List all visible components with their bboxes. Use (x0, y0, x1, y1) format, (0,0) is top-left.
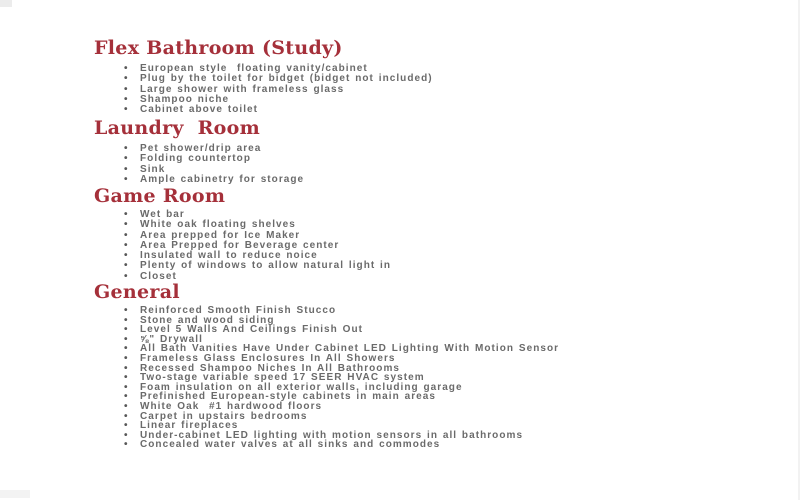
bullet-list (94, 306, 784, 450)
bullet-icon: • (124, 333, 128, 345)
list-item-text: White oak floating shelves (140, 219, 296, 231)
section-general (94, 281, 784, 450)
scan-artifact-top-left (0, 0, 12, 7)
bullet-list (94, 144, 784, 185)
section-heading: Game Room (94, 185, 226, 207)
bullet-icon: • (124, 420, 128, 432)
bullet-icon: • (124, 352, 128, 364)
list-item-text: Under-cabinet LED lighting with motion sensors in all bathrooms (140, 429, 524, 441)
list-item-text: Closet (140, 270, 177, 282)
list-item-text: Recessed Shampoo Niches In All Bathrooms (140, 362, 401, 374)
list-item-text: Level 5 Walls And Ceilings Finish Out (140, 324, 364, 336)
list-item (94, 154, 784, 164)
list-item-text: Folding countertop (140, 153, 251, 165)
list-item (94, 105, 784, 115)
bullet-icon: • (124, 143, 128, 154)
list-item-text: Area prepped for Ice Maker (140, 229, 301, 241)
bullet-icon: • (124, 209, 128, 220)
bullet-icon: • (124, 324, 128, 336)
section-game-room (94, 185, 784, 282)
bullet-icon: • (124, 410, 128, 422)
bullet-icon: • (124, 219, 128, 231)
list-item-text: Stone and wood siding (140, 314, 275, 326)
list-item-text: Prefinished European-style cabinets in main areas (140, 391, 436, 403)
bullet-icon: • (124, 305, 128, 316)
section-flex-bathroom-study (94, 37, 784, 115)
bullet-icon: • (124, 343, 128, 355)
list-item-text: Pet shower/drip area (140, 143, 262, 154)
bullet-icon: • (124, 63, 128, 74)
section-heading: Laundry Room (94, 117, 261, 139)
bullet-icon: • (124, 93, 128, 105)
list-item-text: Two-stage variable speed 17 SEER HVAC system (140, 372, 425, 384)
bullet-icon: • (124, 83, 128, 95)
bullet-list (94, 64, 784, 115)
bullet-icon: • (124, 104, 128, 116)
list-item (94, 440, 784, 450)
bullet-icon: • (124, 270, 128, 282)
list-item-text: Sink (140, 163, 166, 175)
bullet-icon: • (124, 260, 128, 272)
bullet-icon: • (124, 362, 128, 374)
bullet-icon: • (124, 429, 128, 441)
bullet-icon: • (124, 239, 128, 251)
list-item-text: Large shower with frameless glass (140, 83, 345, 95)
bullet-icon: • (124, 400, 128, 412)
bullet-icon: • (124, 73, 128, 85)
bullet-icon: • (124, 229, 128, 241)
list-item-text: Plenty of windows to allow natural light in (140, 260, 392, 272)
bullet-icon: • (124, 250, 128, 262)
scan-artifact-bottom-left (0, 490, 30, 498)
section-heading: Flex Bathroom (Study) (94, 37, 343, 59)
list-item-text: Shampoo niche (140, 93, 230, 105)
bullet-icon: • (124, 173, 128, 185)
bullet-list (94, 210, 784, 282)
list-item-text: Insulated wall to reduce noice (140, 250, 318, 262)
list-item-text: Linear fireplaces (140, 420, 239, 432)
list-item-text: Foam insulation on all exterior walls, including garage (140, 381, 463, 393)
bullet-icon: • (124, 372, 128, 384)
bullet-icon: • (124, 314, 128, 326)
bullet-icon: • (124, 439, 128, 451)
list-item (94, 261, 784, 271)
section-laundry-room (94, 117, 784, 185)
list-item (94, 175, 784, 185)
section-heading: General (94, 281, 180, 303)
bullet-icon: • (124, 153, 128, 165)
bullet-icon: • (124, 381, 128, 393)
list-item-text: ⅝" Drywall (140, 333, 203, 345)
list-item-text: White Oak #1 hardwood floors (140, 400, 323, 412)
list-item-text: Wet bar (140, 209, 185, 220)
list-item-text: Reinforced Smooth Finish Stucco (140, 305, 337, 316)
bullet-icon: • (124, 391, 128, 403)
list-item-text: All Bath Vanities Have Under Cabinet LED Lighting With Motion Sensor (140, 343, 560, 355)
list-item-text: Concealed water valves at all sinks and commodes (140, 439, 441, 451)
list-item-text: Frameless Glass Enclosures In All Showers (140, 352, 396, 364)
list-item-text: Area Prepped for Beverage center (140, 239, 340, 251)
list-item-text: Ample cabinetry for storage (140, 173, 305, 185)
list-item-text: Plug by the toilet for bidget (bidget not included) (140, 73, 433, 85)
list-item-text: Cabinet above toilet (140, 104, 259, 116)
bullet-icon: • (124, 163, 128, 175)
list-item-text: European style floating vanity/cabinet (140, 63, 368, 74)
list-item-text: Carpet in upstairs bedrooms (140, 410, 308, 422)
